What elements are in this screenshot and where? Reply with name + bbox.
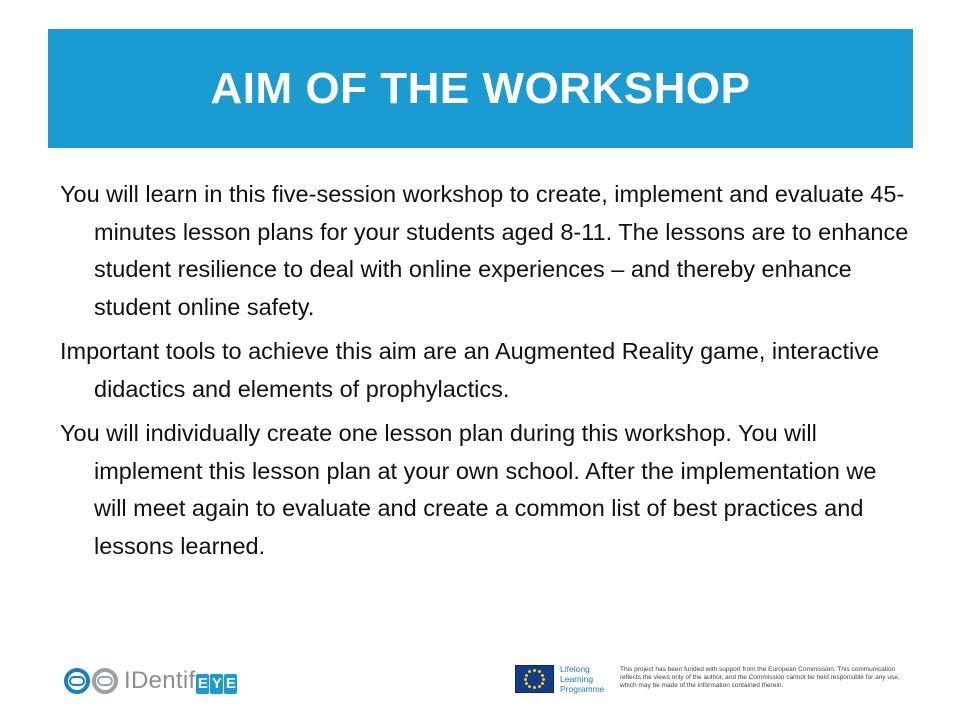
- brand-letter-2: Y: [211, 675, 223, 692]
- programme-line-2: Learning: [560, 674, 594, 684]
- paragraph-3: You will individually create one lesson plan during this workshop. You will implement this lesson plan at your own school. After the implementation we will meet again to evaluate and create a common list of best practices and lessons learned.: [60, 420, 877, 559]
- identifeye-logo: [64, 663, 237, 699]
- brand-letter-3: E: [225, 675, 237, 692]
- title-banner: [48, 29, 913, 148]
- eu-disclaimer: This project has been funded with support from the European Commission. This communication reflects the views only of the author, and the Commission cannot be held responsible for any use, which may be made of the information contained therein.: [620, 666, 900, 689]
- infinity-blue-icon: [64, 668, 90, 694]
- brand-letter-1: E: [197, 675, 209, 692]
- paragraph-1: You will learn in this five-session workshop to create, implement and evaluate 45-minutes lesson plans for your students aged 8-11. The lessons are to enhance student resilience to deal with online experiences – and thereby enhance student online safety.: [60, 181, 909, 320]
- slide-body: [60, 176, 910, 572]
- infinity-gray-icon: [92, 668, 118, 694]
- slide-title: AIM OF THE WORKSHOP: [210, 63, 751, 113]
- programme-name: [560, 664, 604, 694]
- paragraph-2: Important tools to achieve this aim are an Augmented Reality game, interactive didactics and elements of prophylactics.: [60, 338, 880, 402]
- brand-prefix: IDentif: [124, 667, 196, 694]
- eu-flag-icon: [515, 665, 554, 693]
- programme-line-1: Lifelong: [560, 664, 590, 674]
- brand-name: [124, 667, 237, 695]
- programme-line-3: Programme: [560, 684, 605, 694]
- eu-lifelong-learning-logo: [515, 664, 604, 694]
